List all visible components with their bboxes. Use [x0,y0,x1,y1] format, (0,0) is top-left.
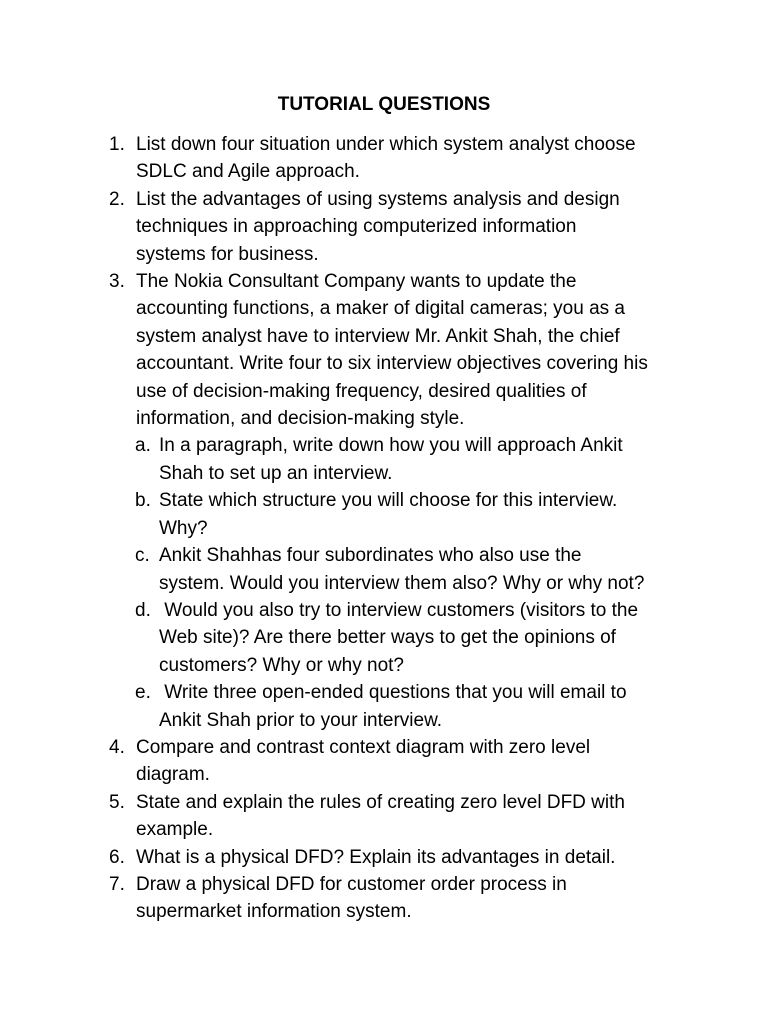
sub-question-item-line: In a paragraph, write down how you will approach Ankit [159,435,623,457]
sub-question-item-line: Why? [159,517,208,539]
question-list [0,131,768,926]
question-item-line: Compare and contrast context diagram with zero level [136,736,591,758]
question-item-line: diagram. [136,764,210,786]
question-item-line: State and explain the rules of creating zero level DFD with [136,791,625,813]
sub-question-item [0,679,768,734]
sub-question-item-line: Shah to set up an interview. [159,462,393,484]
question-item-text [136,131,696,186]
sub-question-item-number: b. [135,490,151,512]
question-item-line: example. [136,819,214,841]
sub-question-item-number: e. [135,682,151,704]
question-item-line: accountant. Write four to six interview objectives covering his [136,353,648,375]
sub-question-item-text [159,597,679,679]
question-item-line: supermarket information system. [136,901,412,923]
question-item-line: The Nokia Consultant Company wants to update the [136,271,577,293]
question-item-number: 1. [109,134,125,155]
sub-question-item-line: Ankit Shah prior to your interview. [159,709,443,731]
sub-question-item-line: Ankit Shahhas four subordinates who also use the [159,545,582,567]
question-item-text [136,871,696,926]
question-item-line: What is a physical DFD? Explain its advantages in detail. [136,846,616,868]
question-item-text [136,844,696,871]
sub-question-item [0,487,768,542]
question-item-line: List down four situation under which system analyst choose [136,134,636,155]
sub-question-item-line: customers? Why or why not? [159,654,404,676]
question-item [0,844,768,871]
question-item-text [136,186,696,268]
sub-question-item-number: a. [135,435,151,457]
sub-question-item-line: Web site)? Are there better ways to get the opinions of [159,627,616,649]
question-item-number: 3. [109,271,125,293]
question-item-text [136,789,696,844]
question-item [0,186,768,268]
sub-question-item-line: Write three open-ended questions that you will email to [159,682,627,704]
question-item-line: system analyst have to interview Mr. Ankit Shah, the chief [136,325,620,347]
question-item-line: Draw a physical DFD for customer order process in [136,873,567,895]
question-item-line: information, and decision-making style. [136,408,465,430]
question-item-line: use of decision-making frequency, desired qualities of [136,380,587,402]
question-item [0,268,768,432]
page-title: TUTORIAL QUESTIONS [277,94,491,115]
sub-question-item-line: State which structure you will choose for this interview. [159,490,618,512]
sub-question-item-number: c. [135,545,150,567]
question-item-text [136,734,696,789]
question-item-line: techniques in approaching computerized information [136,216,577,238]
sub-question-item [0,432,768,487]
sub-question-item-line: system. Would you interview them also? Why or why not? [159,572,645,594]
question-item [0,131,768,186]
question-item [0,734,768,789]
question-item-number: 5. [109,791,125,813]
sub-question-item-number: d. [135,599,151,621]
question-item-number: 7. [109,873,125,895]
sub-question-item [0,597,768,679]
question-item-number: 2. [109,188,125,210]
question-item-text [136,268,696,432]
sub-question-item-line: Would you also try to interview customers (visitors to the [159,599,639,621]
question-item-line: SDLC and Agile approach. [136,161,360,183]
question-item [0,871,768,926]
sub-question-item-text [159,679,679,734]
sub-question-item-text [159,487,679,542]
sub-question-item-text [159,542,679,597]
question-item-number: 4. [109,736,125,758]
question-item [0,789,768,844]
question-item-line: systems for business. [136,243,319,265]
sub-question-item [0,542,768,597]
question-item-line: accounting functions, a maker of digital cameras; you as a [136,298,625,320]
sub-question-item-text [159,432,679,487]
question-item-number: 6. [109,846,125,868]
question-item-line: List the advantages of using systems analysis and design [136,188,620,210]
